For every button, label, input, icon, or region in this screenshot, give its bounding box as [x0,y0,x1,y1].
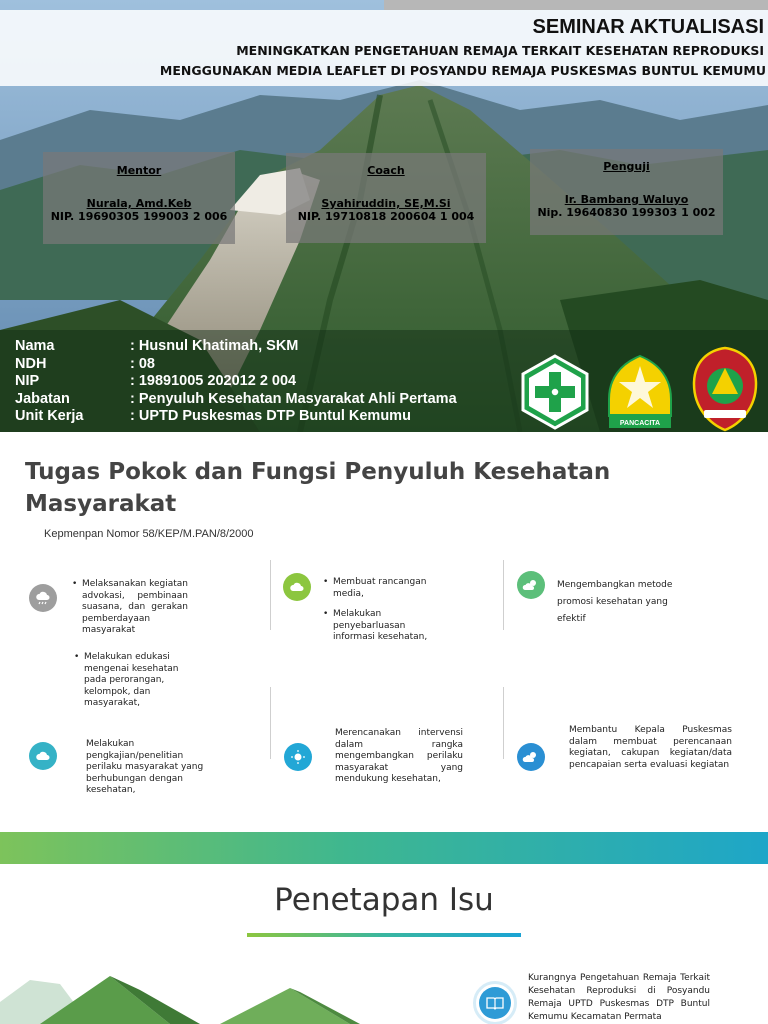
task-item-1-bullet-2: • Melakukan edukasi mengenai kesehatan pada perorangan, kelompok, dan masyarakat, [74,652,184,710]
book-icon [473,981,517,1024]
mentor-nip: NIP. 19690305 199003 2 006 [50,210,228,223]
puskesmas-logo [520,354,590,430]
title-slide [0,0,768,432]
penetapan-isu-slide [0,864,768,1024]
title-underline [247,933,521,937]
slide-title: SEMINAR AKTUALISASI [532,16,764,38]
divider-col1-bottom [270,687,271,759]
cloud-rain-icon [29,584,57,612]
book-icon-inner [479,987,511,1019]
task-item-3: Mengembangkan metode promosi kesehatan yang efektif [557,580,673,624]
info-row-nama: Nama : Husnul Khatimah, SKM [15,338,299,354]
coach-name: Syahiruddin, SE,M.Si [321,197,451,210]
info-row-unit-kerja: Unit Kerja : UPTD Puskesmas DTP Buntul Kemumu [15,408,411,424]
sun-cloud-icon-2 [517,743,545,771]
cloud-icon-2 [29,742,57,770]
mentor-box [43,152,235,244]
penguji-nip: Nip. 19640830 199303 1 002 [537,206,716,219]
coach-nip: NIP. 19710818 200604 1 004 [297,210,475,223]
penguji-name: Ir. Bambang Waluyo [564,193,689,206]
info-row-nip: NIP : 19891005 202012 2 004 [15,373,297,389]
pancacita-logo [605,354,675,432]
task-item-1 [72,579,188,637]
task-item-2-bullet-1: • Membuat rancangan media, [323,577,433,600]
penguji-box [530,149,723,235]
task-item-1-bullet-1: • Melaksanakan kegiatan advokasi, pembinaan suasana, dan gerakan pemberdayaan masyarakat [72,579,188,637]
task-item-2 [323,577,433,644]
tupoksi-title: Tugas Pokok dan Fungsi Penyuluh Kesehatan Masyarakat [25,459,611,517]
divider-col2-top [503,560,504,630]
issue-statement: Kurangnya Pengetahuan Remaja Terkait Kesehatan Reproduksi di Posyandu Remaja UPTD Puskesmas DTP Buntul Kemumu Kecamatan Permata [528,973,710,1022]
penguji-label: Penguji [603,160,650,173]
top-accent-bar [384,0,768,10]
task-item-6: Membantu Kepala Puskesmas dalam membuat perencanaan kegiatan, cakupan kegiatan/data pencapaian serta evaluasi kegiatan [569,725,732,770]
presenter-info [15,338,457,426]
pyramid-decoration [0,972,360,1024]
info-row-ndh: NDH : 08 [15,355,155,372]
penetapan-isu-title: Penetapan Isu [274,882,494,918]
slide-subtitle-line2: MENGGUNAKAN MEDIA LEAFLET DI POSYANDU REMAJA PUSKESMAS BUNTUL KEMUMU [159,63,766,78]
coach-box [286,153,486,243]
task-item-2-bullet-2: • Melakukan penyebarluasan informasi kesehatan, [323,609,433,644]
divider-col1-top [270,560,271,630]
regency-emblem-logo [690,346,760,432]
mentor-name: Nurala, Amd.Keb [86,197,192,210]
pancacita-logo-label: PANCACITA [619,420,661,427]
coach-label: Coach [367,164,405,177]
sun-cloud-icon [517,571,545,599]
tupoksi-slide [0,432,768,864]
info-row-jabatan: Jabatan : Penyuluh Kesehatan Masyarakat Ahli Pertama [15,390,457,407]
task-item-5: Merencanakan intervensi dalam rangka mengembangkan perilaku masyarakat yang mendukung kesehatan, [335,728,463,784]
task-item-1b [74,652,184,710]
gradient-footer-strip [0,832,768,864]
sun-icon [284,743,312,771]
task-item-4: Melakukan pengkajian/penelitian perilaku masyarakat yang berhubungan dengan kesehatan, [86,739,204,795]
mentor-label: Mentor [116,164,162,177]
slide-subtitle-line1: MENINGKATKAN PENGETAHUAN REMAJA TERKAIT KESEHATAN REPRODUKSI [236,43,764,58]
cloud-icon [283,573,311,601]
tupoksi-reference: Kepmenpan Nomor 58/KEP/M.PAN/8/2000 [44,528,254,540]
divider-col2-bottom [503,687,504,759]
